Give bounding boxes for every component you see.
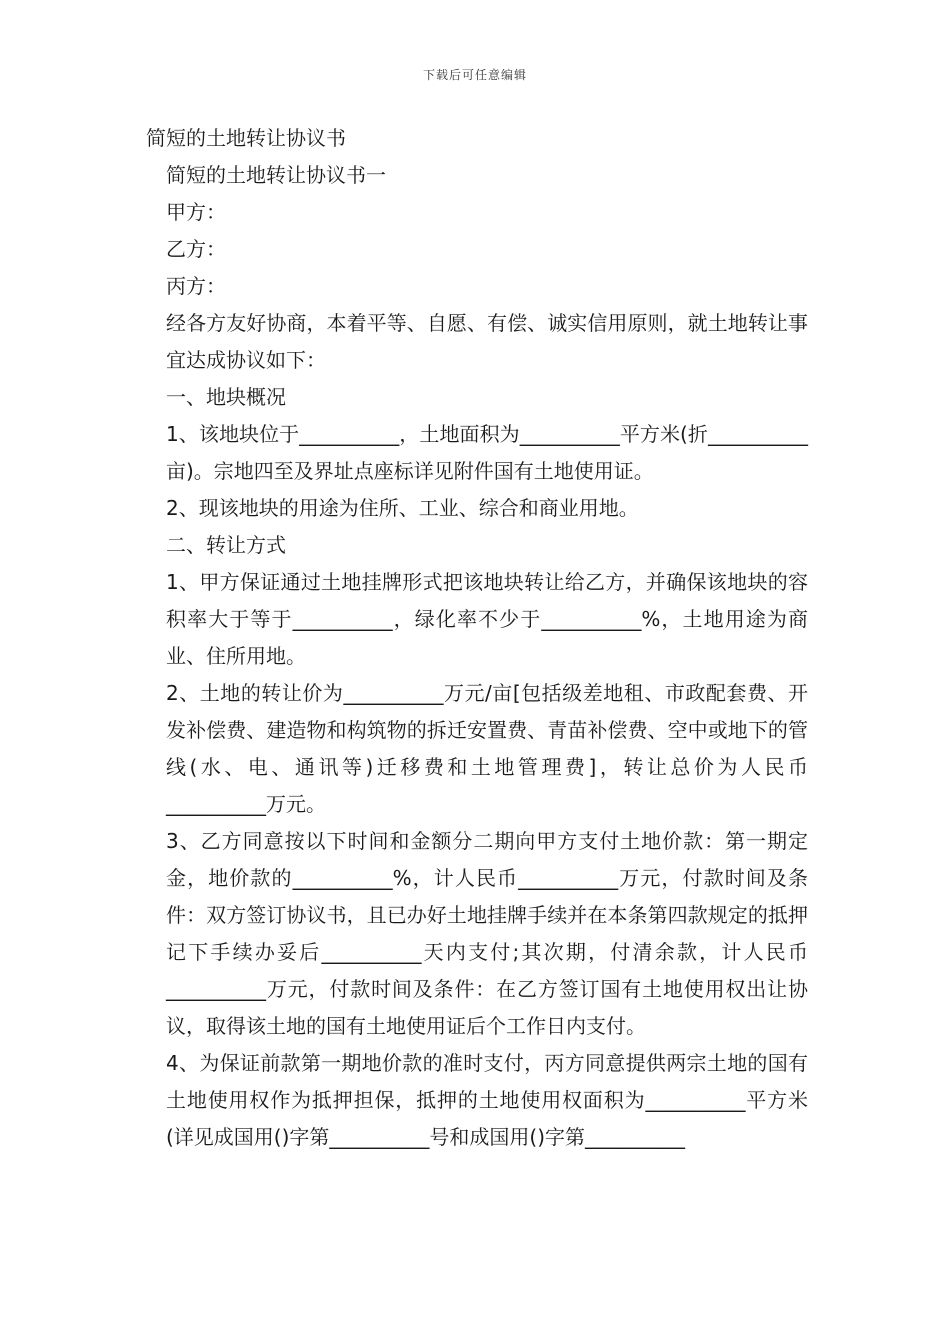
section-heading-transfer: 二、转让方式 xyxy=(166,533,286,557)
clause-2-3: 3、乙方同意按以下时间和金额分二期向甲方支付土地价款：第一期定金，地价款的__________%，计人民币__________万元，付款时间及条件：双方签订协议书，且已办好土地挂牌手续并在本条第四款规定的抵押记下手续办妥后__________天内支付;其次期，付清余款，计人民币__________万元，付款时间及条件：在乙方签订国有土地使用权出让协议，取得该土地的国有土地使用证后个工作日内支付。 xyxy=(166,829,808,1038)
clause-2-4: 4、为保证前款第一期地价款的准时支付，丙方同意提供两宗土地的国有土地使用权作为抵押担保，抵押的土地使用权面积为__________平方米(详见成国用()字第__________号和成国用()字第__________ xyxy=(166,1051,808,1149)
section-heading-overview: 一、地块概况 xyxy=(166,385,286,409)
page-header-note: 下载后可任意编辑 xyxy=(422,68,527,82)
clause-2-2: 2、土地的转让价为__________万元/亩[包括级差地租、市政配套费、开发补偿费、建造物和构筑物的拆迁安置费、青苗补偿费、空中或地下的管线(水、电、通讯等)迁移费和土地管理费]，转让总价为人民币__________万元。 xyxy=(166,681,808,816)
party-c-line: 丙方： xyxy=(166,274,226,298)
preamble-paragraph: 经各方友好协商，本着平等、自愿、有偿、诚实信用原则，就土地转让事宜达成协议如下： xyxy=(166,311,808,372)
clause-1-1: 1、该地块位于__________，土地面积为__________平方米(折__________亩)。宗地四至及界址点座标详见附件国有土地使用证。 xyxy=(166,422,808,483)
section-heading: 简短的土地转让协议书一 xyxy=(166,163,386,187)
party-a-line: 甲方： xyxy=(166,200,226,224)
clause-1-2: 2、现该地块的用途为住所、工业、综合和商业用地。 xyxy=(166,496,639,520)
party-b-line: 乙方： xyxy=(166,237,226,261)
clause-2-1: 1、甲方保证通过土地挂牌形式把该地块转让给乙方，并确保该地块的容积率大于等于__________，绿化率不少于__________%，土地用途为商业、住所用地。 xyxy=(166,570,808,668)
document-body xyxy=(146,120,808,1156)
document-title: 简短的土地转让协议书 xyxy=(146,126,346,150)
